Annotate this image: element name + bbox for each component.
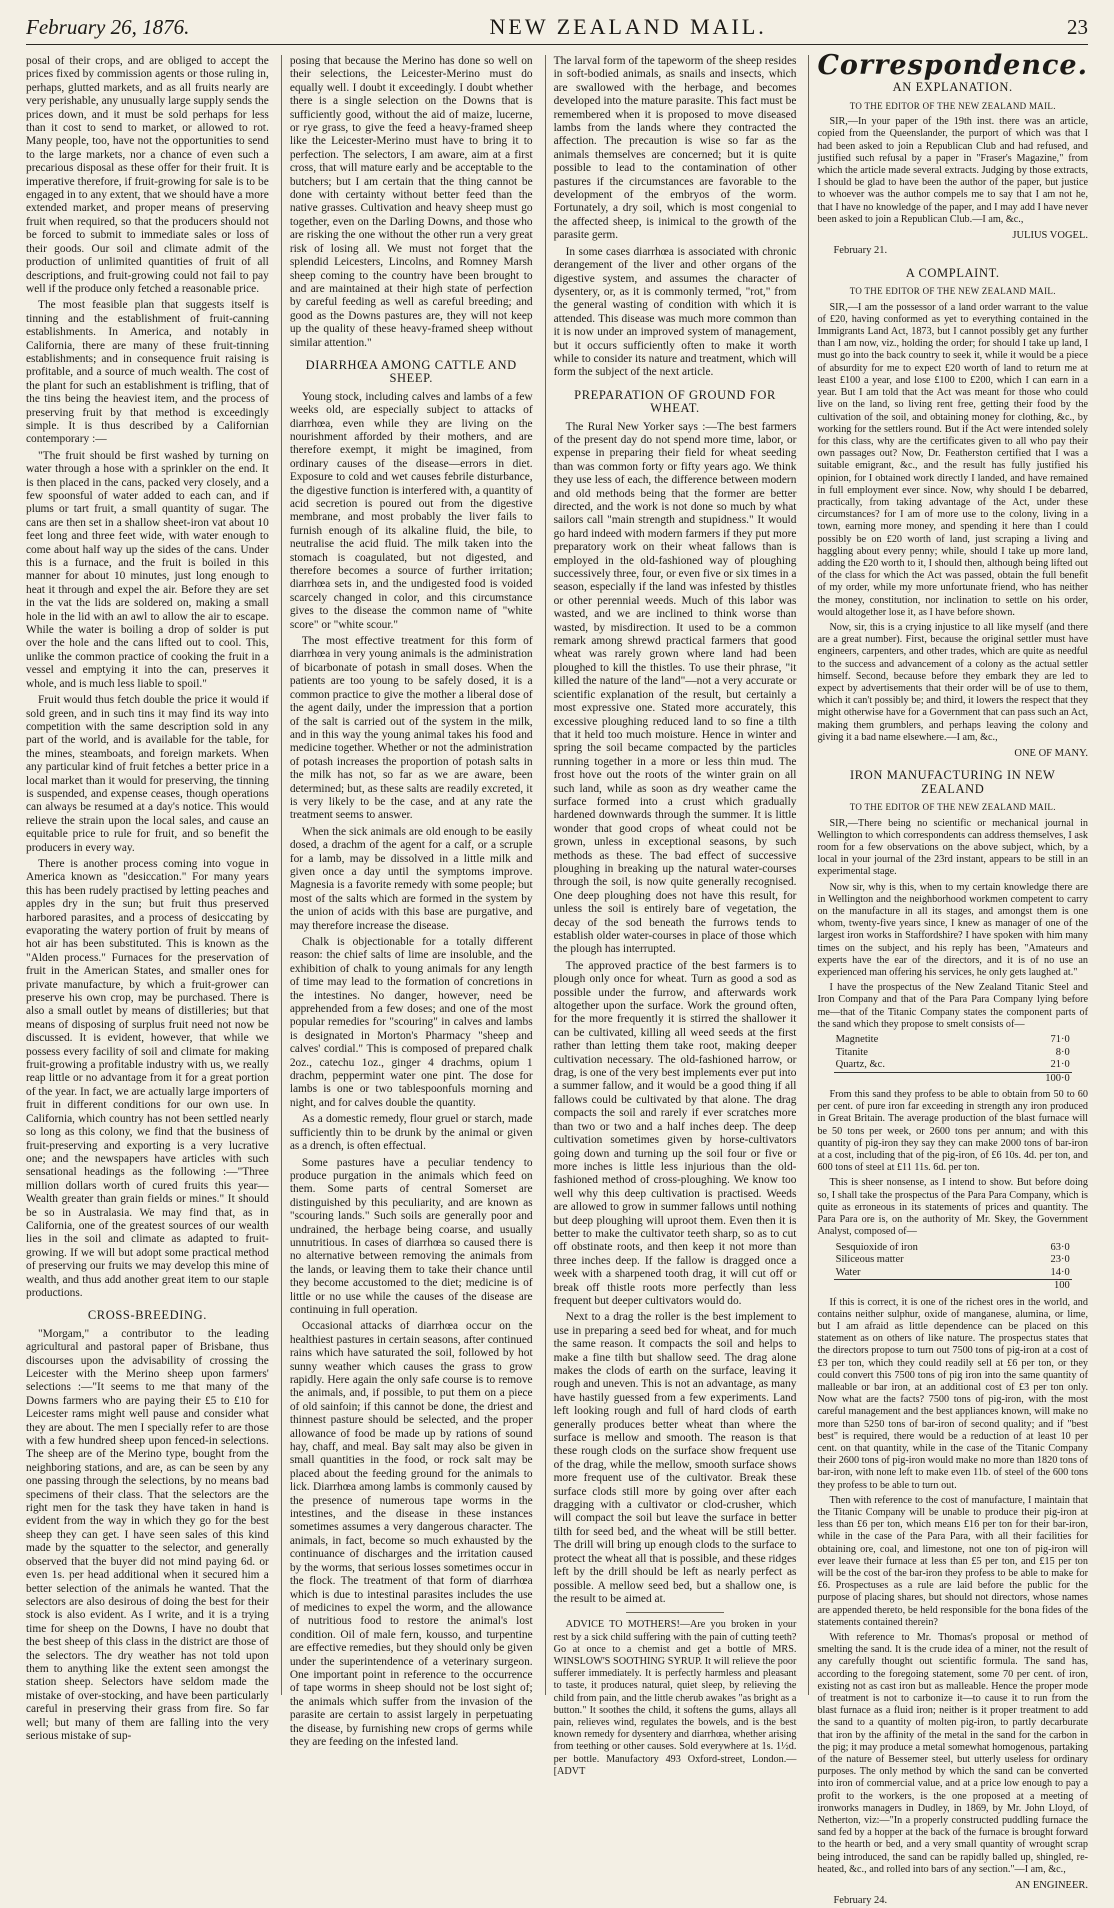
para-para-ore-analysis-table: [834, 1242, 1072, 1293]
letter-body: Now sir, why is this, when to my certain knowledge there are in Wellington and the neighborhood workmen competent to carry on the manufacture in all its stages, and amongst them is one whom, twenty-five years since, I knew as manager of one of the largest iron works in Staffordshire? I have spoken with him many times on the subject, and his reply has been, "Amateurs and experts have the ear of the directors, and it is of no use an experienced man offering his services, he only gets laughed at.": [817, 881, 1088, 979]
article-heading-diarrhoea: DIARRHŒA AMONG CATTLE AND SHEEP.: [305, 357, 517, 386]
article-paragraph: The approved practice of the best farmers is to plough only once for wheat. Turn as good a sod as possible under the furrow, and afterwards work altogether upon the surface. Work the ground often, for the more frequently it is stirred the shallower it can be cultivated, killing all weed seeds at the first rather than letting them take root, making deeper cultivation necessary. The old-fashioned harrow, or drag, is one of the very best implements ever put into a summer fallow, and it would be a good thing if all fallows could be cultivated by that alone. The drag compacts the soil and rarely if ever scratches more than two or two and a half inches deep. The deep cultivation sometimes given by horse-cultivators going down and turning up the soil four or five or more inches is little less injurious than the old-fashioned method of cross-ploughing. We know too well why this deep cultivation is practised. Weeds are allowed to grow in summer fallows until nothing but deep ploughing will uproot them. Even then it is better to make the cultivator teeth sharp, so as to cut off obstinate roots, and then keep it not more than three inches deep. If the fallow is dragged once a week with a sharpened tooth drag, it will cut off or break off thistle roots more perfectly than less frequent but deeper cultivators would do.: [553, 959, 797, 1307]
table-row: [834, 1059, 1072, 1072]
letter-body: I have the prospectus of the New Zealand Titanic Steel and Iron Company and that of the Para Para Company lying before me—that of the Titanic Company states the component parts of the sand which they propose to smelt consists of—: [817, 982, 1088, 1030]
letter-addressee: TO THE EDITOR OF THE NEW ZEALAND MAIL.: [849, 100, 1056, 111]
article-paragraph: The larval form of the tapeworm of the sheep resides in soft-bodied animals, as snails and insects, which are swallowed with the herbage, and becomes developed into the mature parasite. This fact must be remembered when it is proposed to move diseased lambs from the lands where they contracted the affection. The precaution is wise so far as the animals themselves are concerned; but it is quite possible to lead to the contamination of other pastures if the circumstances are favorable to the development of the embryos of the worm. Fortunately, a dry soil, which is most congenial to the affected sheep, is inimical to the growth of the parasite germ.: [553, 55, 797, 242]
article-paragraph: When the sick animals are old enough to be easily dosed, a drachm of the agent for a calf, or a scruple for a lamb, may be dissolved in a little milk and given once a day until the symptoms improve. Magnesia is a favorite remedy with some people; but most of the salts which are formed in the system by the union of acids with this base are purgative, and may therefore increase the disease.: [289, 825, 533, 932]
letter-body: Then with reference to the cost of manufacture, I maintain that the Titanic Company will be unable to produce their pig-iron at less than £6 per ton, which means £16 per ton for their bar-iron, while in the case of the Para Para, with all their facilities for obtaining ore, coal, and limestone, not one ton of pig-iron will ever leave their furnace at less than £5 per ton, and £15 per ton will be the cost of the bar-iron they profess to be able to make for £6. Prospectuses as a rule are laid before the public for the purpose of placing shares, but should not directors, whose names are appended thereto, be held responsible for the bona fides of the statements contained therein?: [817, 1494, 1088, 1628]
table-cell: Siliceous matter: [835, 1254, 904, 1265]
paper-title: NEW ZEALAND MAIL.: [489, 14, 767, 39]
table-cell: Magnetite: [835, 1034, 879, 1046]
letter-addressee: TO THE EDITOR OF THE NEW ZEALAND MAIL.: [849, 802, 1056, 813]
table-cell: Quartz, &c.: [835, 1059, 885, 1071]
article-paragraph: In some cases diarrhœa is associated with chronic derangement of the liver and other organs of the digestive system, and assumes the character of dysentery, or, as it is commonly termed, "rot," from the general wasting of condition with which it is attended. This disease was much more common than it is now under an improved system of management, but it occurs sufficiently often to make it worth while to consider its nature and treatment, which will form the subject of the next article.: [553, 245, 797, 379]
table-cell: 71·0: [1050, 1034, 1070, 1046]
table-cell: Titanite: [835, 1046, 868, 1058]
article-paragraph: Occasional attacks of diarrhœa occur on the healthiest pastures in certain seasons, after continued rains which have saturated the soil, followed by hot sunny weather which causes the grass to grow rapidly. Here again the only safe course is to remove the animals, and, if possible, to put them on a piece of old sainfoin; if this cannot be done, the driest and thinnest pasture should be selected, and the proper allowance of food be made up by rations of sound hay, chaff, and meal. Bay salt may also be given in small quantities in the food, or rock salt may be placed about the feeding ground for the animals to lick. Diarrhœa among lambs is commonly caused by the presence of numerous tape worms in the intestines, and the disease in these instances sometimes assumes a very dangerous character. The animals, in fact, become so much exhausted by the continuance of discharges and the irritation caused by the worms, that serious losses sometimes occur in the flock. The treatment of that form of diarrhœa which is due to intestinal parasites includes the use of medicines to expel the worm, and the allowance of nutritious food to restore the animal's lost condition. Oil of male fern, kousso, and turpentine are effective remedies, but they should only be given under the superintendence of a veterinary surgeon. One important point in reference to the occurrence of tape worms in sheep should not be lost sight of; the animals which suffer from the invasion of the parasite are certain to assist largely in perpetuating the disease, by furnishing new crops of germs while they are feeding on the infested land.: [289, 1320, 533, 1748]
table-cell: 8·0: [1055, 1046, 1070, 1058]
column-divider: [626, 1612, 723, 1613]
letter-body: With reference to Mr. Thomas's proposal or method of smelting the sand. It is the crude idea of a miner, not the result of any carefully thought out scientific formula. The sand has, according to the foregoing statement, some 70 per cent. of iron, existing not as cast iron but as malleable. Hence the proper mode of treatment is not to carbonize it—to cause it to run from the blast furnace as a fluid iron; neither is it proper treatment to add the sand to a quantity of molten pig-iron, to partly decarburate that iron by the affinity of the metal in the sand for the carbon in the pig; it may produce a metal somewhat homogenous, partaking of the nature of Bessemer steel, but utterly useless for ordinary purposes. The only method by which the sand can be converted into iron of commercial value, and at a price low enough to pay a profit to the workers, is the one proposed at a meeting of ironworks managers in Dudley, in 1869, by Mr. John Lloyd, of Netherton, viz:—"In a properly constructed puddling furnace the sand fed by a hopper at the back of the furnace is brought forward to the hearth or bed, and a very small quantity of wrought scrap being introduced, the sand can be rapidly balled up, shingled, re-heated, &c., and rolled into bars of any section."—I am, &c.,: [817, 1631, 1088, 1875]
table-cell: Water: [835, 1266, 861, 1278]
table-cell: 14·0: [1050, 1266, 1070, 1278]
titanic-sand-analysis-table: [834, 1034, 1072, 1085]
masthead: [26, 14, 1088, 40]
letter-heading-explanation: AN EXPLANATION.: [892, 80, 1013, 95]
article-paragraph: Chalk is objectionable for a totally different reason: the chief salts of lime are insoluble, and the exhibition of chalk to young animals for any length of time may lead to the formation of concretions in the intestines. No danger, however, need be apprehended from a few doses; and one of the most popular remedies for "scouring" in calves and lambs is designated in Morton's Pharmacy "sheep and calves' cordial." This is composed of prepared chalk 2oz., catechu 1oz., ginger 4 drachms, opium 1 drachm, peppermint water one pint. The dose for lambs is one or two tablespoonfuls morning and night, and for calves double the quantity.: [289, 936, 533, 1109]
letter-date: February 24.: [833, 1895, 888, 1907]
advertisement: ADVICE TO MOTHERS!—Are you broken in your rest by a sick child suffering with the pain of cutting teeth? Go at once to a chemist and get a bottle of MRS. WINSLOW'S SOOTHING SYRUP. It will relieve the poor sufferer immediately. It is perfectly harmless and pleasant to taste, it produces natural, quiet sleep, by relieving the child from pain, and the little cherub awakes "as bright as a button." It soothes the child, it softens the gums, allays all pain, relieves wind, regulates the bowels, and is the best known remedy for dysentery and diarrhœa, whether arising from teething or other causes. Sold everywhere at 1s. 1½d. per bottle. Manufactory 493 Oxford-street, London.—[ADVT: [553, 1619, 797, 1777]
columns: [26, 50, 1088, 1907]
article-paragraph: As a domestic remedy, flour gruel or starch, made sufficiently thin to be drunk by the animal or given as a drench, is often effectual.: [289, 1113, 533, 1153]
article-paragraph: Fruit would thus fetch double the price it would if sold green, and in such tins it may find its way into competition with the same description sold in any part of the world, and is available for the table, for the mines, steamboats, and foreign markets. When any particular kind of fruit fetches a better price in a local market than it would for preserving, the tinning is suspended, and expense ceases, though operations can always be resumed at a day's notice. This would relieve the strain upon the local sales, and cause an equitable price to rule for fruit, and so benefit the producers in every way.: [26, 694, 269, 854]
correspondence-title: Correspondence.: [817, 50, 1088, 81]
table-row: [834, 1047, 1072, 1060]
article-paragraph: There is another process coming into vogue in America known as "desiccation." For many years this has been rudely practised by letting peaches and apples dry in the sun; but fruit thus preserved harbored parasites, and a process of desiccating by evaporating the watery portion of fruit by means of hot air has been substituted. This is known as the "Alden process." Furnaces for the preservation of fruit in the American States, and smaller ones for private manufacture, by which a fruit-grower can preserve his own crop, may be purchased. There is also a small outlet by means of distilleries; but that means of disposing of surplus fruit need not now be discussed. It is evident, however, that while we possess every facility of soil and climate for making fruit-growing a profitable industry with us, we really reap little or no advantage from it for a great portion of the year. In fact, we are actually large importers of fruit in different conditions for our own use. In California, which country has not been settled nearly so long as this colony, we find that the business of fruit-preserving and exporting is a very lucrative one; and the newspapers have articles with such sensational headings as the following :—"Three million dollars worth of cured fruits this year—Wealth greater than grain fields or mines." It should be so in Australasia. We may find that, as in California, one of the greatest sources of our wealth lies in the soil and climate as adapted to fruit-growing. If we will but adopt some practical method of preserving our fruits we may develop this mine of wealth, and thus add another great item to our staple productions.: [26, 857, 269, 1299]
letter-signature: JULIUS VOGEL.: [1012, 230, 1088, 242]
letter-body: This is sheer nonsense, as I intend to show. But before doing so, I shall take the prospectus of the Para Para Company, which is quite as erroneous in its statements of prices and quantity. The Para Para ore is, on the authority of Mr. Skey, the Government Analyst, composed of—: [817, 1177, 1088, 1238]
letter-body: Now, sir, this is a crying injustice to all like myself (and there are a great number). First, because the original settler must have engineers, carpenters, and other trades, which are quite as needful to the success and advancement of a colony as the actual settler himself. Second, because before they embark they are led to expect by advertisements that their order will be of use to them, which it can't possibly be; and third, it lowers the respect that they might otherwise have for a Government that can pass such an Act, making them grumblers, and perhaps leaving the colony and giving it a bad name elsewhere.—I am, &c.,: [817, 621, 1088, 743]
article-paragraph: Some pastures have a peculiar tendency to produce purgation in the animals which feed on them. Some parts of central Somerset are distinguished by this peculiarity, and are known as "scouring lands." Such soils are generally poor and undrained, the herbage being coarse, and usually unnutritious. In cases of diarrhœa so caused there is no alternative between removing the animals from the lands, or leaving them to take their chance until they become accustomed to the diet; medicine is of little or no use while the causes of the disease are continuing in full operation.: [289, 1156, 533, 1316]
table-row: [834, 1034, 1072, 1047]
table-cell: Sesquioxide of iron: [835, 1241, 918, 1253]
page-number: 23: [1066, 15, 1088, 39]
article-paragraph: The most feasible plan that suggests itself is tinning and the establishment of fruit-canning establishments. In America, and notably in California, there are many of these fruit-tinning establishments; and in consequence fruit raising is profitable, and a source of much wealth. The cost of the plant for such an establishment is trifling, that of the tins being the heaviest item, and the process of preserving fruit by that method is exceedingly simple. It is thus described by a Californian contemporary :—: [26, 299, 269, 446]
column-2: [281, 55, 533, 1748]
letter-addressee: TO THE EDITOR OF THE NEW ZEALAND MAIL.: [849, 286, 1056, 297]
article-heading-cross-breeding: CROSS-BREEDING.: [87, 1308, 207, 1323]
table-cell: 63·0: [1050, 1241, 1070, 1253]
article-paragraph: Young stock, including calves and lambs of a few weeks old, are especially subject to attacks of diarrhœa, even while they are living on the nourishment afforded by their mothers, and are therefore exempt, it might be imagined, from ordinary causes of the disease—errors in diet. Exposure to cold and wet causes febrile disturbance, the digestive function is interfered with, a quantity of acid secretion is poured out from the digestive membrane, and most probably the liver fails to furnish enough of its alkaline fluid, the bile, to neutralise the acid fluid. The milk taken into the stomach is coagulated, but not digested, and therefore becomes a source of further irritation; diarrhœa sets in, and the undigested food is voided scarcely changed in color, and this circumstance gives to the disease the common name of "white score" or "white scour.": [289, 390, 533, 631]
article-paragraph: The Rural New Yorker says :—The best farmers of the present day do not spend more time, labor, or expense in preparing their field for wheat seeding than was common forty or fifty years ago. We think they use less of each, the difference between modern and old methods being that the former are better directed, and the work is not done so much by what sailors call "main strength and stupidness." It would go hard indeed with modern farmers if they put more preparatory work on their wheat fallows than is employed in the old-fashioned way of ploughing successively three, four, or even five or six times in a season, especially if the land was infested by thistles or other perennial weeds. Much of this labor was wasted, and we are inclined to think worse than wasted, by misdirection. It used to be a common remark among shrewd practical farmers that good wheat was rarely grown where land had been ploughed to kill the thistles. To use their phrase, "it killed the nature of the land"—not a very accurate or scientific explanation of the result, but certainly a most expressive one. Stated more accurately, this excessive ploughing reduced land to so fine a tilth that it held too much moisture. Hence in winter and spring the soil became compacted by the particles running together in a more or less thin mud. The frost hove out the roots of the winter grain on all such land, while as soon as dry weather came the surface formed into a crust which gradually hardened downwards through the summer. It is little wonder that good crops of wheat could not be grown, unless in exceptional seasons, by such methods as these. The bad effect of successive ploughing in breaking up the natural water-courses through the soil, is now quite generally recognised. One deep ploughing does not have this result, for unless the soil is entirely bare of vegetation, the decay of the sod beneath the furrows tends to establish older water-courses in place of those which the plough has interrupted.: [553, 420, 797, 956]
table-cell: 23·0: [1050, 1254, 1070, 1265]
letter-body: SIR,—I am the possessor of a land order warrant to the value of £20, having conformed as yet to everything contained in the Immigrants Land Act, 1873, but I cannot possibly get any further than I am now, viz., holding the order; for should I take up land, I must go into the back country to seek it, while it would be a piece of absurdity for me to expect £20 worth of land to return me at least £100 a year, and lose £100 to £200, which I can earn in a year. But I am told that the Act was meant for those who could live on the land, so living rent free, getting their food by the cultivation of the soil, and obtaining money for clothing, &c., by working for the settlers round. But if the Act were intended solely for this class, why are the certificates given to all who pay their own passages out? Now, Dr. Featherston certified that I was a suitable emigrant, &c., and the result has fully justified his opinion, for I obtained work directly I landed, and have remained in full employment ever since. Now, why should I be debarred, practically, from taking advantage of the Act, under these circumstances? for I am of more use to the colony, living in a town, earning more money, and spending it here than I could possibly be on £20 worth of land, just scraping a living and haggling about every penny; while, should I take up more land, adding the £20 worth to it, I should then, although being lifted out of the class for which the Act was passed, obtain the full benefit of my order, while my more unfortunate friend, who has neither the money, constitution, nor inclination to settle on his order, would altogether lose it, as I have before shown.: [817, 301, 1088, 618]
letter-signature: ONE OF MANY.: [1014, 747, 1088, 759]
column-4: [808, 50, 1088, 1907]
table-total: 100·0: [989, 1072, 1072, 1085]
article-paragraph: "The fruit should be first washed by turning on water through a hose with a sprinkler on the end. It is then placed in the cans, packed very closely, and a few spoonsful of water added to each can, and if plums or tart fruit, a small quantity of sugar. The cans are then set in a shallow sheet-iron vat about 10 feet long and three feet wide, with water enough to come about half way up the sides of the cans. Under this is a furnace, and the fruit is boiled in this manner for about 10 minutes, just long enough to heat it through and expel the air. Before they are set in the vat the lids are soldered on, making a small hole in the lid with an awl to allow the air to escape. While the water is boiling a drop of solder is put over the hole and the cans lifted out to cool. This, unlike the common practice of cooking the fruit in a vessel and emptying it into the can, preserves it whole, and is much less liable to spoil.": [26, 449, 269, 690]
article-paragraph: "Morgam," a contributor to the leading agricultural and pastoral paper of Brisbane, thus discourses upon the advisability of crossing the Leicester with the Merino sheep upon farmers' selections :—"It seems to me that many of the Downs farmers who are paying their £5 to £10 for Leicester rams might well pause and consider what they are about. The men I specially refer to are those with a few hundred sheep upon fenced-in selections. The sheep are of the Merino type, bought from the neighboring stations, and are, as can be seen by any one passing through the selections, by no means bad specimens of their class. That the selectors are the right men for the task they have taken in hand is evident from the way in which they go for the best sheep they can get. I have seen sales of this kind made by the squatter to the selector, and generally observed that the buyer did not mind paying 6d. or even 1s. per head additional when it secured him a better selection of the animals he wanted. That the selectors are also desirous of doing the best for their stock is also evident. As I write, and it is a trying time for sheep on the Downs, I have no doubt that the best sheep of this class in the district are those of the selectors. The dry weather has not told upon them to anything like the extent seen amongst the station sheep. Selectors have seldom made the mistake of over-stocking, and have been particularly careful in preserving their grass from fire. So far well; but many of them are falling into the very serious mistake of sup-: [26, 1327, 269, 1742]
column-3: [545, 55, 797, 1777]
article-heading-wheat: PREPARATION OF GROUND FOR WHEAT.: [574, 387, 776, 416]
letter-body: SIR,—There being no scientific or mechanical journal in Wellington to which correspondents can address themselves, I ask room for a few observations on the above subject, which, by a local in your journal of the 23rd instant, appears to be still in an experimental stage.: [817, 817, 1088, 878]
issue-date: February 26, 1876.: [26, 15, 190, 39]
letter-body: From this sand they profess to be able to obtain from 50 to 60 per cent. of pure iron far exceeding in strength any iron produced in Great Britain. The average production of the blast furnace will be 50 tons per week, or 2600 tons per annum; and with this quantity of pig-iron they say they can make 2000 tons of bar-iron at a cost, including that of the pig-iron, of £6 10s. 4d. per ton, and 600 tons of steel at £11 11s. 6d. per ton.: [817, 1089, 1088, 1174]
article-paragraph: posing that because the Merino has done so well on their selections, the Leicester-Merino must do equally well. I doubt it exceedingly. I doubt whether there is a single selection on the Downs that is sufficiently good, without the aid of maize, lucerne, or rye grass, to give the feed a heavy-framed sheep like the Leicester-Merino must have to bring it to perfection. The selectors, I am aware, aim at a first cross, that will mature early and be acceptable to the butchers; but I am certain that the thing cannot be done with certainty without better feed than the native grasses. Cultivation and heavy sheep must go together, even on the Darling Downs, and those who are risking the one without the other run a very great risk of losing all. We must not forget that the splendid Leicesters, Lincolns, and Romney Marsh sheep coming to the country have been brought to and are maintained at their high state of perfection by careful feeding as well as careful breeding; and good as the Downs pastures are, they will not keep up the quality of these heavy-framed sheep without similar attention.": [289, 55, 533, 349]
table-row: [834, 1267, 1072, 1280]
article-paragraph: Next to a drag the roller is the best implement to use in preparing a seed bed for wheat, and for much the same reason. It compacts the soil and helps to make a fine tilth but shallow seed. The drag alone makes the clods of earth on the surface, leaving it rough and uneven. This is not an advantage, as many have hastily guessed from a few experiments. Land left looking rough and full of hard clods of earth generally produces better wheat than where the surface is mellow and smooth. The reason is that these rough clods on the surface show frequent use of the drag, while the mellow, smooth surface shows more frequent use of the cultivator. Break these surface clods still more by going over after each dragging with a cultivator or clod-crusher, which will compact the soil but leave the surface in better tilth for seed bed, and the wheat will be still better. The drill will bring up enough clods to the surface to protect the wheat all that is possible, and these ridges left by the drill should be left as nearly perfect as possible. A mellow seed bed, but a shallow one, is the result to be aimed at.: [553, 1311, 797, 1605]
table-total-row: [834, 1280, 1072, 1293]
table-row: [834, 1254, 1072, 1267]
column-1: [26, 55, 269, 1742]
table-total: 100: [1021, 1280, 1072, 1293]
letter-body: If this is correct, it is one of the richest ores in the world, and contains neither sulphur, oxide of manganese, alumina, or lime, but I am afraid as little dependence can be placed on this statement as on others of like nature. The prospectus states that the directors propose to turn out 7500 tons of pig-iron at a cost of £3 per ton, which they could readily sell at £6 per ton, or they could convert this 7500 tons of pig iron into the same quantity of malleable or bar iron, at an additional cost of £3 per ton only. Now what are the facts? 7500 tons of pig-iron, with the most careful management and the best appliances known, will make no more than 5250 tons of bar-iron of second quality; and if "best best" is required, there would be a reduction of at least 10 per cent. on that quantity, while in the case of the Titanic Company their 2600 tons of pig-iron would make no more than 1820 tons of bar-iron, with none left to make even 11b. of steel of the 600 tons they profess to be able to turn out.: [817, 1296, 1088, 1491]
table-row: [834, 1242, 1072, 1255]
masthead-rule: [26, 44, 1088, 45]
table-total-row: [834, 1072, 1072, 1085]
letter-date: February 21.: [833, 245, 888, 257]
article-paragraph: posal of their crops, and are obliged to accept the prices fixed by commission agents or those ruling in, perhaps, glutted markets, and as all fruits nearly are very perishable, any unusually large supply sends the prices down, and it must be sold perhaps for less than it cost to send to market, or allowed to rot. Many people, too, have not the opportunities to send to the large markets, nor a chance of even such a precarious disposal as these offer for their fruit. It is imperative therefore, if fruit-growing for sale is to be engaged in to any extent, that we should have a more extended market, and proper means of preserving fruit when required, so that the producers should not be forced to submit to immediate sales or loss of their goods. Our soil and climate admit of the production of unlimited quantities of fruit of all descriptions, and fruit-growing could not fail to pay well if the produce only fetched a reasonable price.: [26, 55, 269, 295]
letter-heading-complaint: A COMPLAINT.: [905, 265, 1000, 280]
letter-body: SIR,—In your paper of the 19th inst. there was an article, copied from the Queenslander, the purport of which was that I had been asked to join a Republican Club and had refused, and justified such refusal by a paper in "Fraser's Magazine," from which the article made several extracts. Judging by those extracts, I should be glad to have been the author of the paper, but justice to whoever was the author compels me to say that I am not he, that I have no knowledge of the paper, and I may add I have never been asked to join a Republican Club.—I am, &c.,: [817, 116, 1088, 225]
article-paragraph: The most effective treatment for this form of diarrhœa in very young animals is the administration of bicarbonate of potash in small doses. When the patients are too young to be safely dosed, it is a common practice to give the mother a liberal dose of the agent daily, under the impression that a portion of the salt is carried out of the system in the milk, and in this way the young animal takes his food and medicine together. Whether or not the administration of potash increases the proportion of potash salts in the milk has not, so far as we are aware, been determined; but, as these salts are readily excreted, it is very likely to be the case, and at any rate the treatment seems to answer.: [289, 635, 533, 822]
table-cell: 21·0: [1050, 1059, 1070, 1071]
letter-signature: AN ENGINEER.: [1015, 1880, 1088, 1892]
letter-heading-iron: IRON MANUFACTURING IN NEW ZEALAND: [850, 768, 1056, 796]
